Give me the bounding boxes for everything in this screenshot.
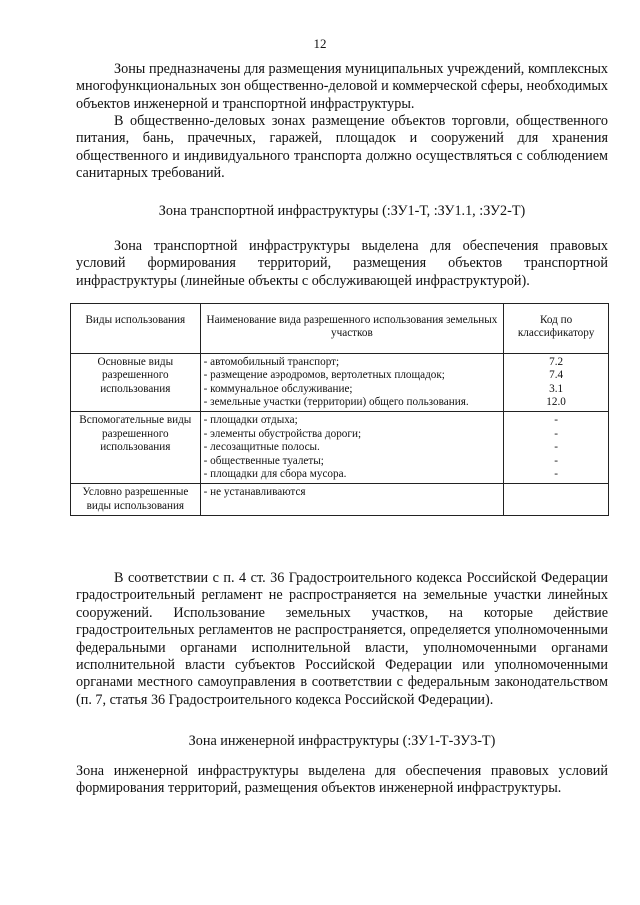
- header-use-types: Виды использования: [71, 304, 201, 354]
- row-auxiliary-type: Вспомогательные виды разрешенного использования: [71, 412, 201, 484]
- table-row: [71, 353, 609, 412]
- list-item: - площадки для сбора мусора.: [203, 468, 347, 481]
- list-item: - размещение аэродромов, вертолетных площадок;: [203, 369, 445, 382]
- row-conditional-type: Условно разрешенные виды использования: [71, 484, 201, 516]
- classifier-code: -: [554, 454, 558, 467]
- classifier-code: -: [554, 441, 558, 454]
- engineering-zone-heading: Зона инженерной инфраструктуры (:ЗУ1-Т-ЗУ3-Т): [188, 733, 496, 749]
- table-row: [71, 412, 609, 484]
- row-conditional-items: [200, 484, 504, 516]
- transport-zone-paragraph: Зона транспортной инфраструктуры выделена для обеспечения правовых условий формирования территорий, размещения объектов транспортной инфраструктуры (линейные объекты с обслуживающей инфраструктурой).: [76, 238, 608, 289]
- list-item: - общественные туалеты;: [203, 454, 324, 467]
- classifier-code: 7.2: [549, 355, 564, 368]
- list-item: - автомобильный транспорт;: [203, 355, 340, 368]
- classifier-code: -: [554, 468, 558, 481]
- row-main-codes: [504, 353, 609, 412]
- page-number: 12: [313, 36, 327, 51]
- intro-paragraph-1: Зоны предназначены для размещения муниципальных учреждений, комплексных многофункциональных зон общественно-деловой и коммерческой сферы, необходимых объектов инженерной и транспортной инфраструктуры.: [76, 61, 608, 112]
- intro-paragraph-2: В общественно-деловых зонах размещение объектов торговли, общественного питания, бань, прачечных, гаражей, площадок и сооружений для хранения общественного и индивидуального транспорта должно осуществляться с соблюдением санитарных требований.: [76, 113, 608, 182]
- row-main-type: Основные виды разрешенного использования: [71, 353, 201, 412]
- header-use-name: Наименование вида разрешенного использования земельных участков: [200, 304, 504, 354]
- list-item: - коммунальное обслуживание;: [203, 382, 353, 395]
- permitted-use-table: [70, 303, 609, 516]
- classifier-code: -: [554, 414, 558, 427]
- row-main-items: [200, 353, 504, 412]
- classifier-code: 7.4: [549, 369, 564, 382]
- list-item: - лесозащитные полосы.: [203, 441, 320, 454]
- classifier-code: -: [554, 427, 558, 440]
- list-item: - площадки отдыха;: [203, 414, 298, 427]
- transport-zone-heading: Зона транспортной инфраструктуры (:ЗУ1-Т, :ЗУ1.1, :ЗУ2-Т): [158, 203, 526, 219]
- table-header-row: [71, 304, 609, 354]
- list-item: - элементы обустройства дороги;: [203, 427, 362, 440]
- list-item: - не устанавливаются: [203, 486, 306, 499]
- table-row: [71, 484, 609, 516]
- header-classifier-code: Код по классификатору: [504, 304, 609, 354]
- row-conditional-codes: [504, 484, 609, 516]
- list-item: - земельные участки (территории) общего пользования.: [203, 396, 469, 409]
- legal-paragraph: В соответствии с п. 4 ст. 36 Градостроительного кодекса Российской Федерации градостроительный регламент не распространяется на земельные участки линейных сооружений. Использование земельных участков, на которые действие градостроительных регламентов не распространяется, определяется уполномоченными федеральными органами исполнительной власти, уполномоченными органами исполнительной власти субъектов Российской Федерации или уполномоченными органами местного самоуправления в соответствии с федеральным законодательством (п. 7, статья 36 Градостроительного кодекса Российской Федерации).: [76, 570, 608, 708]
- classifier-code: 3.1: [549, 382, 564, 395]
- row-auxiliary-codes: [504, 412, 609, 484]
- classifier-code: 12.0: [546, 396, 566, 409]
- engineering-zone-paragraph: Зона инженерной инфраструктуры выделена для обеспечения правовых условий формирования территорий, размещения объектов инженерной инфраструктуры.: [76, 763, 608, 797]
- row-auxiliary-items: [200, 412, 504, 484]
